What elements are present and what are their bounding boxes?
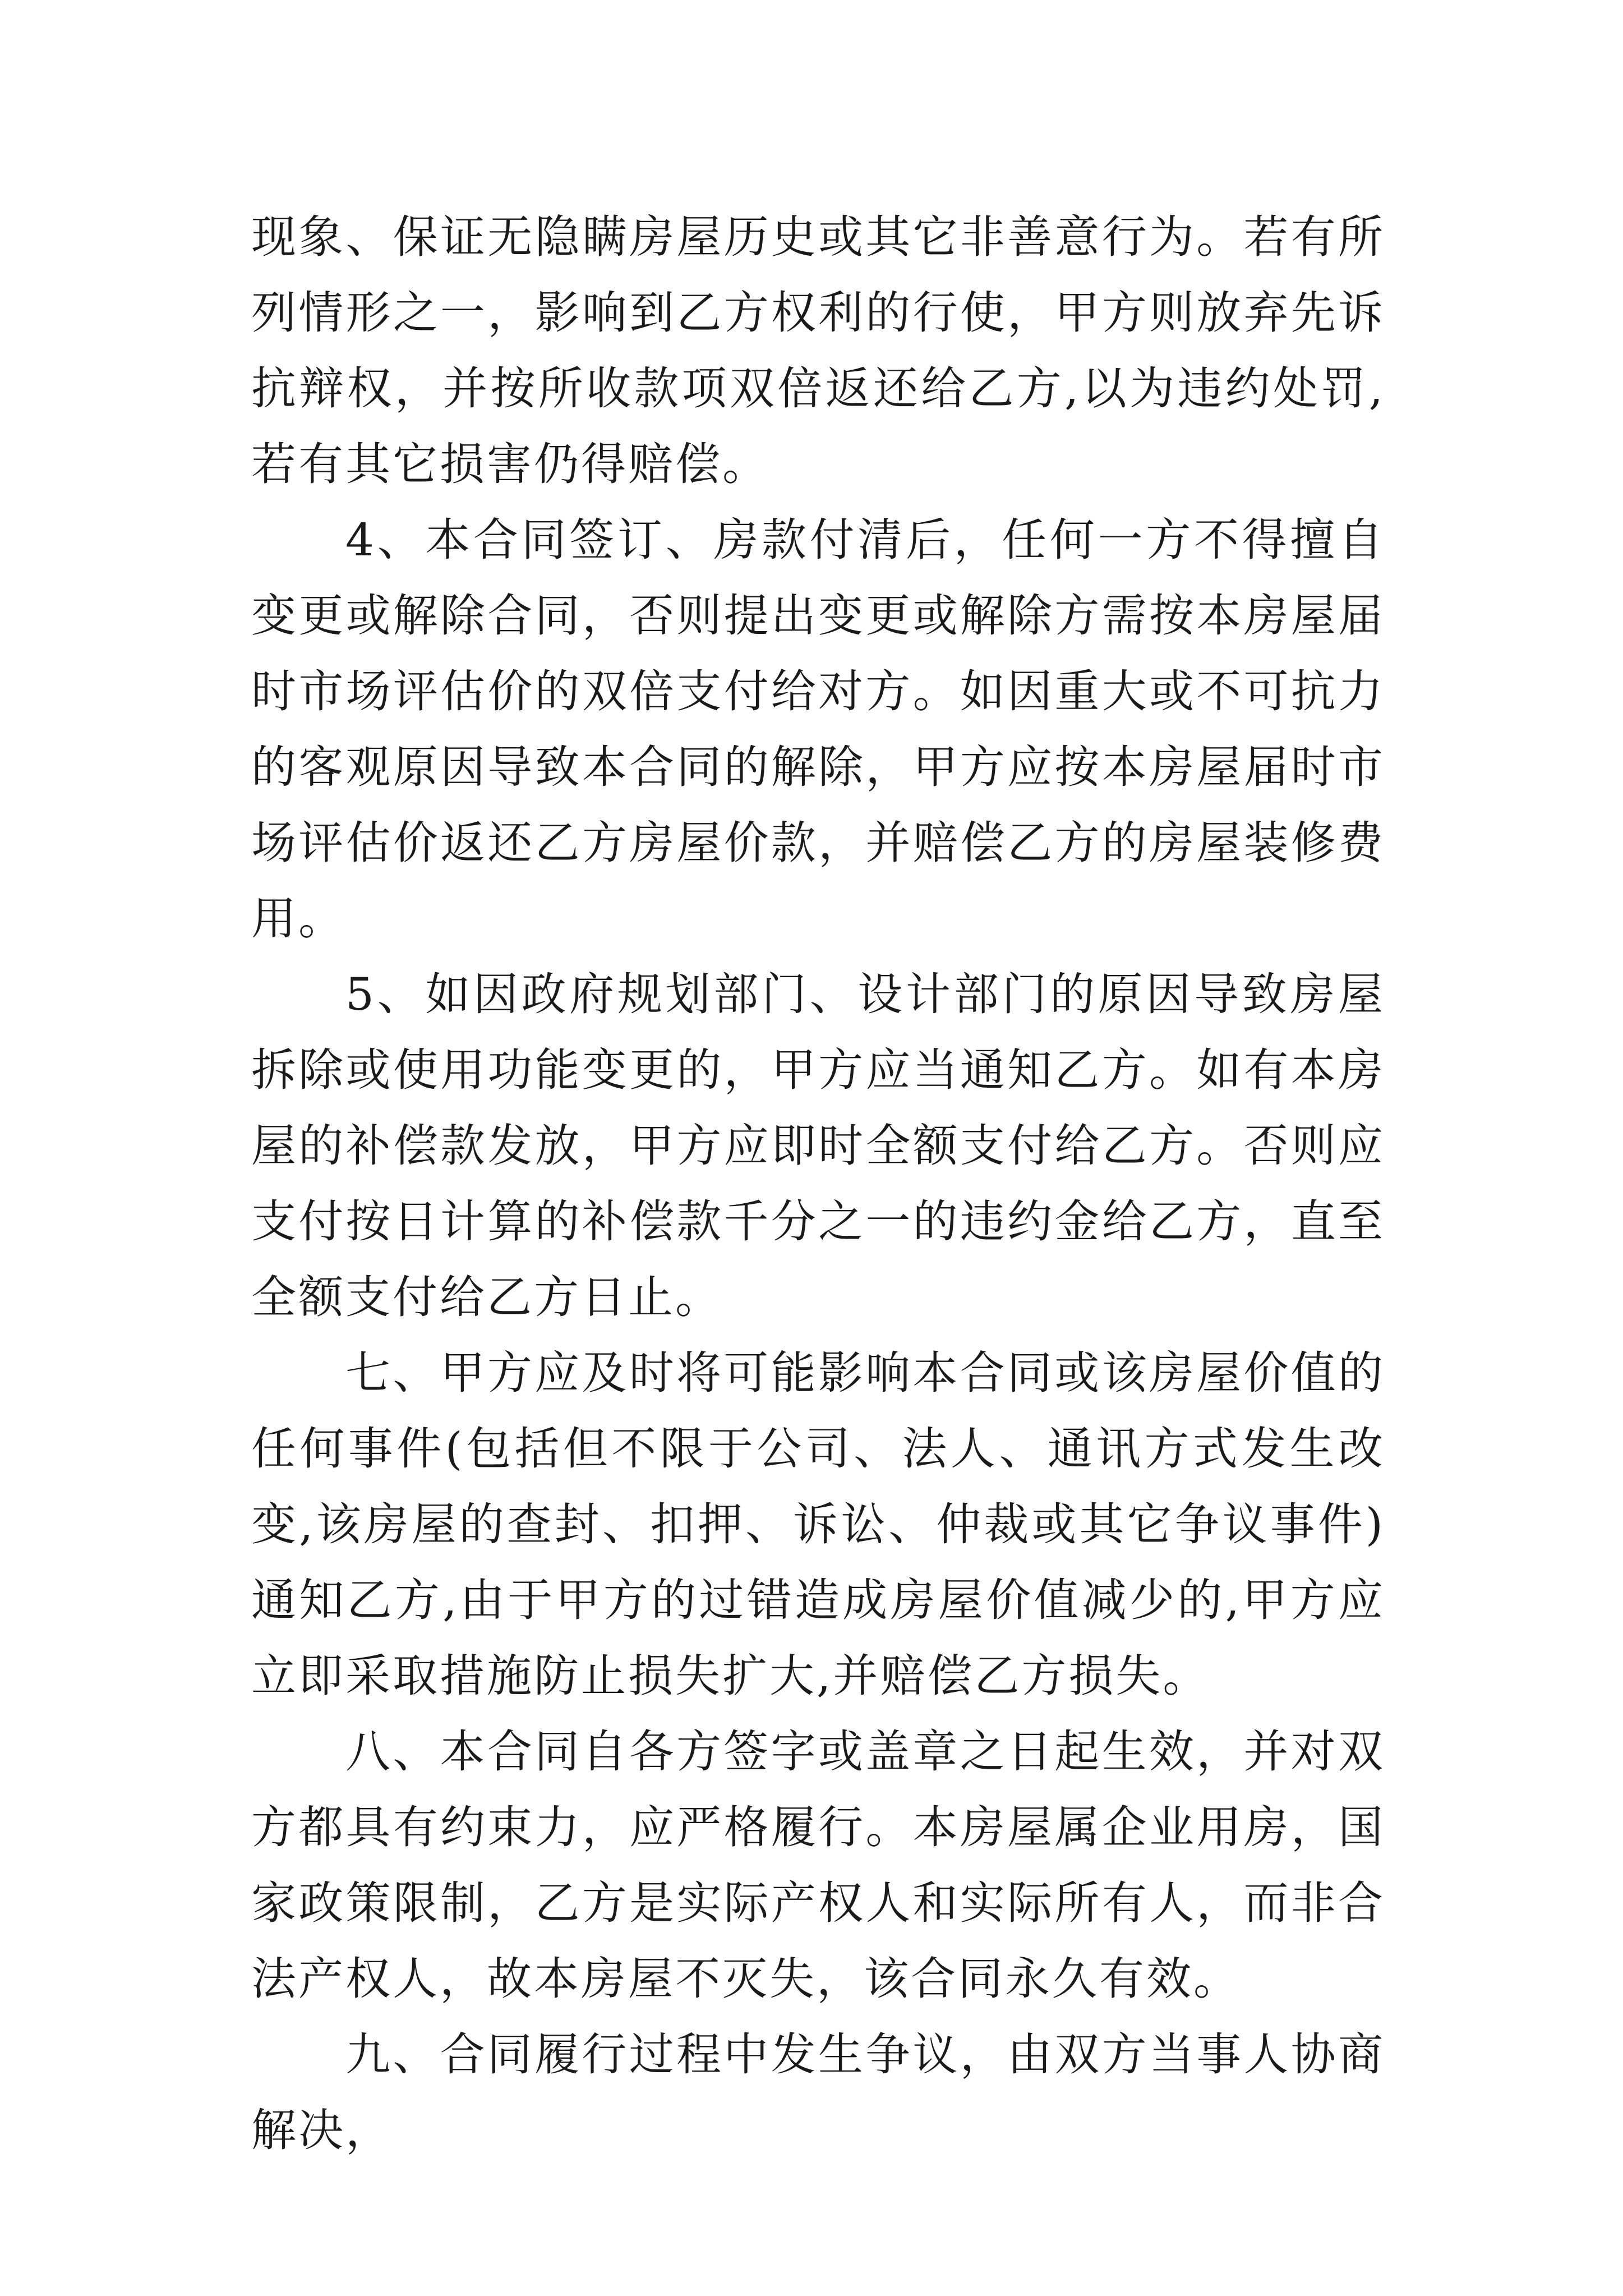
contract-body xyxy=(251,199,1385,2168)
paragraph-continuation: 现象、保证无隐瞒房屋历史或其它非善意行为。若有所列情形之一，影响到乙方权利的行使，甲方则放弃先诉抗辩权，并按所收款项双倍返还给乙方,以为违约处罚,若有其它损害仍得赔偿。 xyxy=(251,211,1385,490)
paragraph-clause-4: 4、本合同签订、房款付清后，任何一方不得擅自变更或解除合同，否则提出变更或解除方需按本房屋届时市场评估价的双倍支付给对方。如因重大或不可抗力的客观原因导致本合同的解除，甲方应按本房屋届时市场评估价返还乙方房屋价款，并赔偿乙方的房屋装修费用。 xyxy=(251,514,1385,945)
paragraph-clause-9: 九、合同履行过程中发生争议，由双方当事人协商解决， xyxy=(251,2028,1385,2156)
paragraph-clause-5: 5、如因政府规划部门、设计部门的原因导致房屋拆除或使用功能变更的，甲方应当通知乙方。如有本房屋的补偿款发放，甲方应即时全额支付给乙方。否则应支付按日计算的补偿款千分之一的违约金给乙方，直至全额支付给乙方日止。 xyxy=(251,968,1385,1323)
paragraph-clause-7: 七、甲方应及时将可能影响本合同或该房屋价值的任何事件(包括但不限于公司、法人、通讯方式发生改变,该房屋的查封、扣押、诉讼、仲裁或其它争议事件)通知乙方,由于甲方的过错造成房屋价值减少的,甲方应立即采取措施防止损失扩大,并赔偿乙方损失。 xyxy=(251,1347,1385,1702)
paragraph-clause-8: 八、本合同自各方签字或盖章之日起生效，并对双方都具有约束力，应严格履行。本房屋属企业用房，国家政策限制，乙方是实际产权人和实际所有人，而非合法产权人，故本房屋不灭失，该合同永久有效。 xyxy=(251,1726,1385,2005)
